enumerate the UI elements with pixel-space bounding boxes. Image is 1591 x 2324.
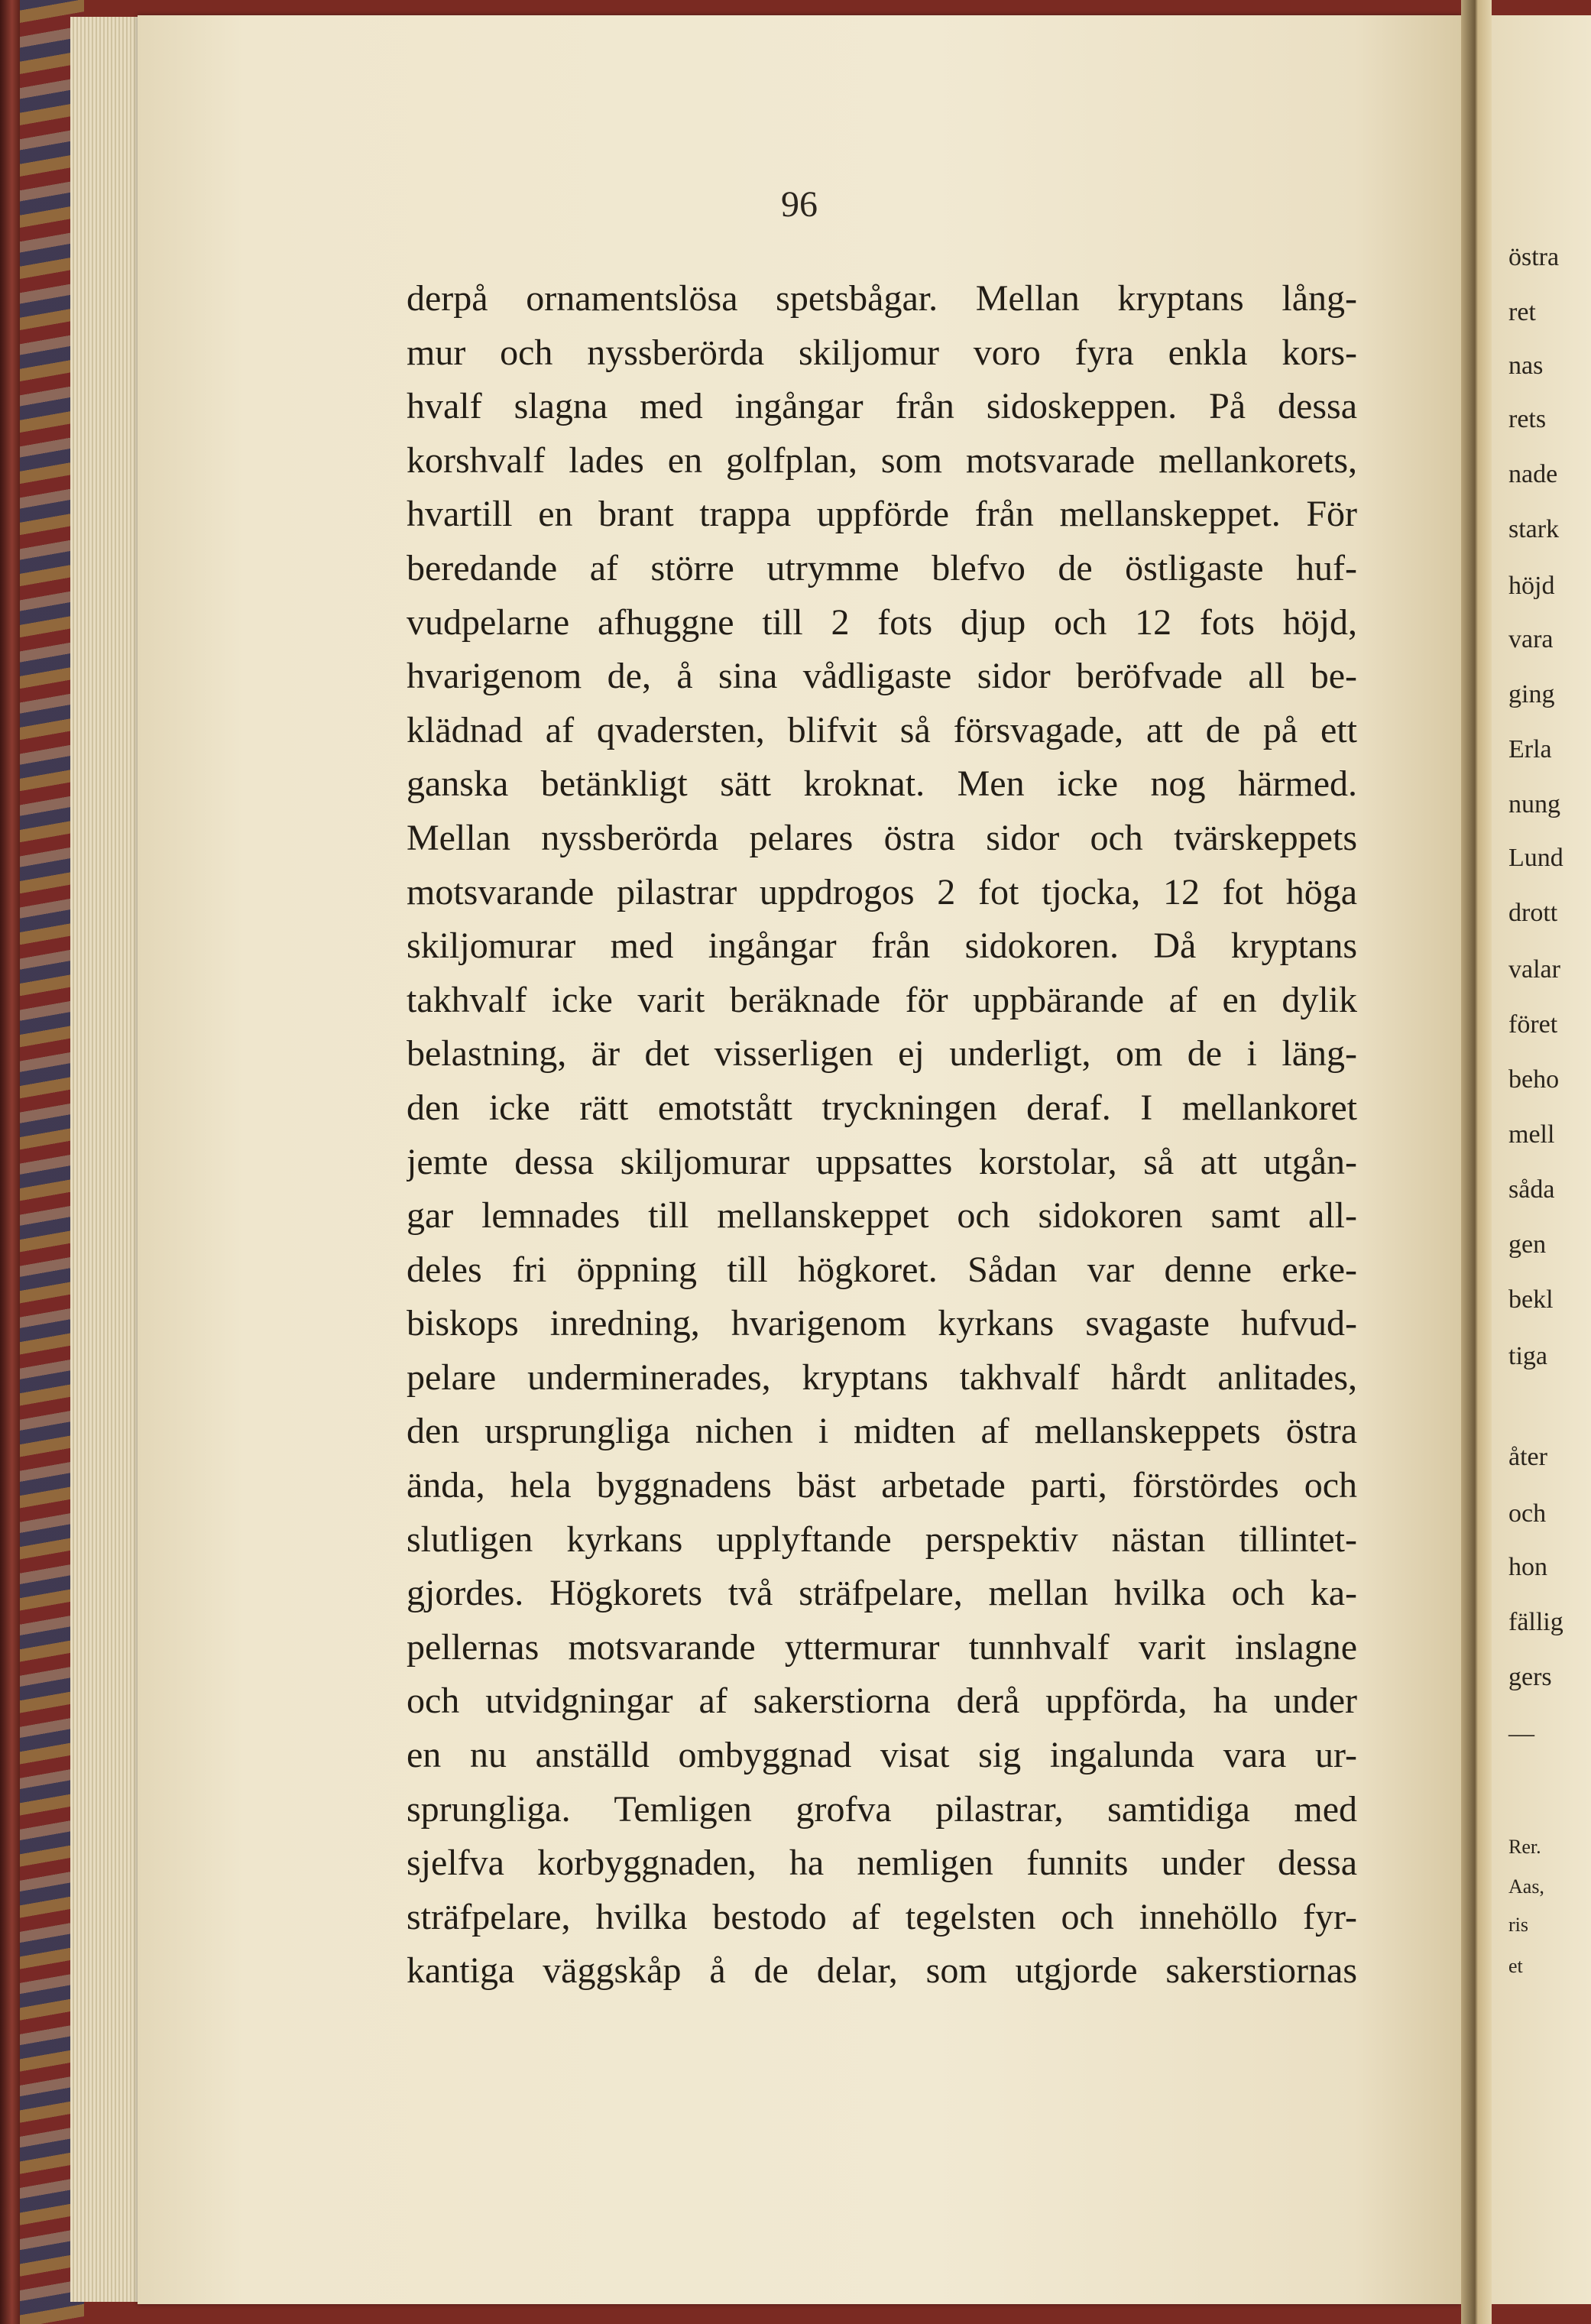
- next-page-fragment: åter: [1508, 1443, 1547, 1471]
- text-line: motsvarande pilastrar uppdrogos 2 fot tjocka, 12 fot höga: [407, 871, 1357, 912]
- text-line: hvartill en brant trappa uppförde från mellanskeppet. För: [407, 494, 1357, 535]
- text-line: skiljomurar med ingångar från sidokoren. Då kryptans: [407, 925, 1357, 967]
- page-number: 96: [781, 184, 818, 225]
- next-page-fragment: et: [1508, 1955, 1523, 1977]
- next-page-fragment: stark: [1508, 515, 1560, 543]
- next-page-fragment: nas: [1508, 352, 1544, 380]
- text-line: sträfpelare, hvilka bestodo af tegelsten och innehöllo fyr-: [407, 1896, 1357, 1937]
- text-line: deles fri öppning till högkoret. Sådan var denne erke-: [407, 1249, 1357, 1290]
- text-line: sjelfva korbyggnaden, ha nemligen funnits under dessa: [407, 1843, 1357, 1884]
- text-line: och utvidgningar af sakerstiorna derå uppförda, ha under: [407, 1681, 1357, 1722]
- next-page-fragment: mell: [1508, 1120, 1555, 1149]
- next-page-fragment: föret: [1508, 1010, 1558, 1039]
- book-page: [138, 15, 1461, 2304]
- text-line: derpå ornamentslösa spetsbågar. Mellan kryptans lång-: [407, 278, 1357, 319]
- next-page-fragment: hon: [1508, 1553, 1547, 1581]
- text-line: gjordes. Högkorets två sträfpelare, mellan hvilka och ka-: [407, 1573, 1357, 1614]
- text-line: slutligen kyrkans upplyftande perspektiv nästan tillintet-: [407, 1519, 1357, 1560]
- next-page-fragment: Rer.: [1508, 1836, 1541, 1858]
- text-line: pellernas motsvarande yttermurar tunnhvalf varit inslagne: [407, 1626, 1357, 1668]
- next-page-fragment: nung: [1508, 790, 1560, 818]
- text-line: ganska betänkligt sätt kroknat. Men icke nog härmed.: [407, 763, 1357, 805]
- text-line: ända, hela byggnadens bäst arbetade parti, förstördes och: [407, 1465, 1357, 1506]
- next-page-fragment: gen: [1508, 1230, 1547, 1259]
- text-line: korshvalf lades en golfplan, som motsvarade mellankorets,: [407, 439, 1357, 481]
- text-line: pelare underminerades, kryptans takhvalf hårdt anlitades,: [407, 1356, 1357, 1398]
- text-line: den ursprungliga nichen i midten af mellanskeppets östra: [407, 1411, 1357, 1452]
- text-line: Mellan nyssberörda pelares östra sidor och tvärskeppets: [407, 817, 1357, 858]
- next-page-fragment: rets: [1508, 405, 1547, 433]
- text-line: den icke rätt emotstått tryckningen deraf. I mellankoret: [407, 1087, 1357, 1128]
- text-line: kantiga väggskåp å de delar, som utgjorde sakerstiornas: [407, 1950, 1357, 1992]
- text-line: klädnad af qvadersten, blifvit så försvagade, att de på ett: [407, 709, 1357, 750]
- text-line: hvarigenom de, å sina vådligaste sidor beröfvade all be-: [407, 656, 1357, 697]
- next-page-fragment: östra: [1508, 243, 1560, 271]
- next-page-fragment: höjd: [1508, 572, 1555, 600]
- next-page-fragment: såda: [1508, 1175, 1555, 1204]
- text-line: beredande af större utrymme blefvo de östligaste huf-: [407, 547, 1357, 588]
- book-gutter: [1461, 0, 1492, 2324]
- text-line: sprungliga. Temligen grofva pilastrar, samtidiga med: [407, 1788, 1357, 1830]
- next-page-fragment: ging: [1508, 680, 1555, 708]
- next-page-edge: [1492, 15, 1591, 2304]
- next-page-fragment: valar: [1508, 955, 1560, 984]
- next-page-fragment: Erla: [1508, 735, 1552, 763]
- text-line: vudpelarne afhuggne till 2 fots djup och 12 fots höjd,: [407, 601, 1357, 643]
- body-text: [407, 272, 1357, 1998]
- next-page-fragment: ret: [1508, 298, 1536, 326]
- text-line: gar lemnades till mellanskeppet och sidokoren samt all-: [407, 1195, 1357, 1237]
- next-page-fragment: fällig: [1508, 1608, 1563, 1636]
- text-line: jemte dessa skiljomurar uppsattes korstolar, så att utgån-: [407, 1141, 1357, 1182]
- text-line: belastning, är det visserligen ej underligt, om de i läng-: [407, 1033, 1357, 1074]
- next-page-fragment: drott: [1508, 899, 1558, 927]
- next-page-fragment: Lund: [1508, 844, 1563, 872]
- text-line: mur och nyssberörda skiljomur voro fyra enkla kors-: [407, 332, 1357, 373]
- next-page-fragment: gers: [1508, 1663, 1552, 1691]
- next-page-fragment: vara: [1508, 625, 1554, 653]
- text-line: hvalf slagna med ingångar från sidoskeppen. På dessa: [407, 386, 1357, 427]
- next-page-fragment: nade: [1508, 460, 1558, 488]
- next-page-fragment: Aas,: [1508, 1875, 1544, 1898]
- next-page-fragment: beho: [1508, 1065, 1560, 1094]
- text-line: en nu anställd ombyggnad visat sig ingalunda vara ur-: [407, 1735, 1357, 1776]
- next-page-fragment: och: [1508, 1499, 1547, 1528]
- next-page-fragment: tiga: [1508, 1342, 1547, 1370]
- book-cover-edge: [0, 0, 20, 2324]
- next-page-fragment: bekl: [1508, 1285, 1554, 1314]
- next-page-fragment: —: [1508, 1720, 1534, 1748]
- text-line: takhvalf icke varit beräknade för uppbärande af en dylik: [407, 979, 1357, 1020]
- text-line: biskops inredning, hvarigenom kyrkans svagaste hufvud-: [407, 1303, 1357, 1344]
- next-page-fragment: ris: [1508, 1914, 1528, 1936]
